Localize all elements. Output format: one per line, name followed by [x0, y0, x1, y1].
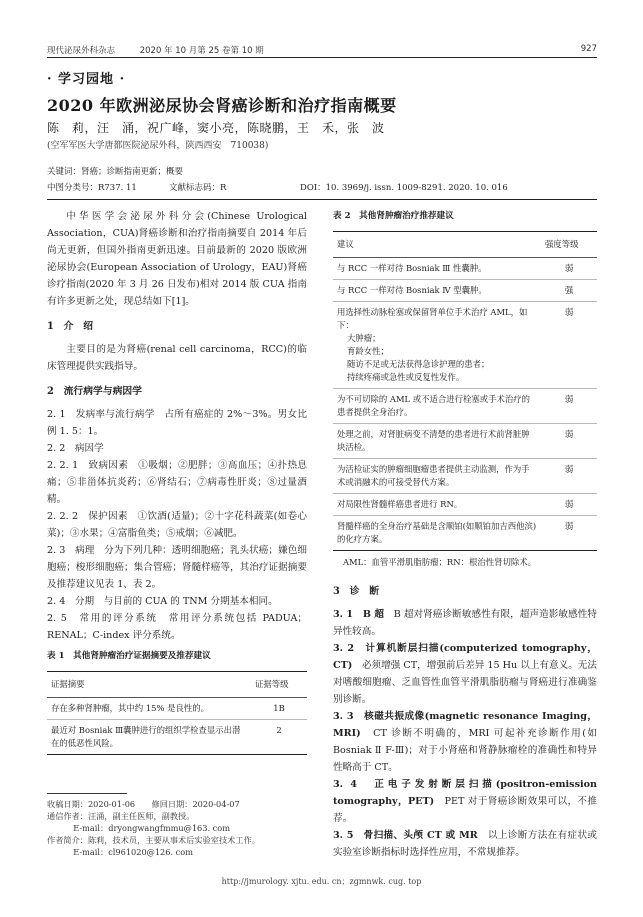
- table-row: [333, 516, 597, 551]
- keywords: 关键词：肾癌；诊断指南更新；概要: [47, 167, 184, 177]
- author-intro: 作者简介：陈莉，技术员，主要从事术后实验室技术工作。: [47, 835, 260, 845]
- recommendation-text: 为不可切除的 AML 或不适合进行栓塞或手术治疗的患者提供全身治疗。: [337, 394, 531, 417]
- journal-name: 现代泌尿外科杂志: [47, 46, 116, 56]
- table-cell: 弱: [541, 258, 597, 280]
- table-cell: [333, 389, 541, 424]
- section-3-4-text: PET 对于肾癌诊断效果可以，不推荐。: [333, 796, 597, 824]
- section-2-5: 2. 5 常用的评分系统 常用评分系统包括 PADUA；RENAL；C-index 评分系统。: [47, 613, 307, 641]
- section-3-3-label: 3. 3 核磁共振成像(magnetic resonance Imaging，MRI): [333, 711, 597, 739]
- section-2-2: 2. 2 病因学: [47, 443, 104, 454]
- table-cell: 弱: [541, 459, 597, 494]
- section-1-text: 主要目的是为肾癌(renal cell carcinoma，RCC)的临床管理提供实践指导。: [47, 344, 307, 372]
- section-2-2-1: 2. 2. 1 致病因素 ①吸烟；②肥胖；③高血压；④扑热息痛；⑤非甾体抗炎药；⑥肾结石；⑦病毒性肝炎；⑧过量酒精。: [47, 460, 307, 505]
- table-cell: [333, 516, 541, 551]
- table-cell: [333, 280, 541, 302]
- section-3-5: [333, 827, 597, 861]
- recommendation-subitem: 大肿瘤；: [347, 333, 381, 343]
- table-cell: 弱: [541, 494, 597, 516]
- table-2-body: [333, 258, 597, 551]
- table-cell: [333, 459, 541, 494]
- table-row: [333, 302, 597, 389]
- table-row: [333, 424, 597, 459]
- table-header-row: [333, 232, 597, 258]
- recommendation-text: 用选择性动脉栓塞或保留肾单位手术治疗 AML，如下：: [337, 307, 528, 330]
- section-3-1: [333, 606, 597, 640]
- section-3-1-text: B 超对肾癌诊断敏感性有限，超声造影敏感性特异性较高。: [333, 609, 598, 637]
- section-2-4: 2. 4 分期 与目前的 CUA 的 TNM 分期基本相同。: [47, 596, 278, 607]
- section-3-4-label: 3. 4 正电子发射断层扫描(positron-emission tomography，PET): [333, 779, 597, 807]
- doi: DOI：10. 3969/j. issn. 1009-8291. 2020. 10. 016: [300, 183, 508, 193]
- issue-info: 2020 年 10 月第 25 卷第 10 期: [139, 46, 264, 56]
- table-cell: 存在多种肾肿瘤，其中约 15% 是良性的。: [47, 698, 251, 720]
- table-row: [333, 389, 597, 424]
- recommendation-text: 肾髓样癌的全身治疗基础是含顺铂(如顺铂加吉西他滨)的化疗方案。: [337, 521, 537, 544]
- table-header-cell: 证据等级: [251, 672, 307, 698]
- section-3-5-label: 3. 5 骨扫描、头颅 CT 或 MR: [333, 830, 478, 841]
- section-tag: · 学习园地 ·: [47, 72, 126, 87]
- footer-url: http://jmurology. xjtu. edu. cn；zgmnwk. cug. top: [221, 877, 422, 886]
- section-3-5-text: 以上诊断方法在有症状或实验室诊断指标时选择性应用，不常规推荐。: [333, 830, 598, 858]
- running-header: [47, 44, 597, 56]
- table-cell: [333, 302, 541, 389]
- section-3-2-text: 必须增强 CT，增强前后差异 15 Hu 以上有意义。无法对嗜酸细胞瘤、乏血管性血管平滑肌脂肪瘤与肾癌进行准确鉴别诊断。: [333, 660, 597, 705]
- table-cell: 1B: [251, 698, 307, 720]
- section-2-2-2: 2. 2. 2 保护因素 ①饮酒(适量)；②十字花科蔬菜(如卷心菜)；③水果；④富脂鱼类；⑤戒烟；⑥减肥。: [47, 511, 307, 539]
- table-2: [333, 231, 597, 551]
- table-2-note: AML：血管平滑肌脂肪瘤；RN：根治性肾切除术。: [343, 557, 536, 567]
- recommendation-text: 与 RCC 一样对待 Bosniak Ⅳ 型囊肿。: [337, 285, 487, 295]
- recommendation-text: 为活检证实的肿瘤细胞瘤患者提供主动监测，作为手术或消融术的可接受替代方案。: [337, 464, 530, 487]
- document-code: 文献标志码：R: [169, 183, 227, 193]
- section-3-3-text: CT 诊断不明确的，MRI 可起补充诊断作用(如 Bosniak Ⅱ F-Ⅲ)；对于小肾癌和肾静脉瘤栓的准确性和特异性略高于 CT。: [333, 728, 598, 773]
- corresponding-email: E-mail：dryongwangfmmu@163. com: [73, 823, 230, 833]
- table-cell: 弱: [541, 389, 597, 424]
- received-dates: 收稿日期：2020-01-06 修回日期：2020-04-07: [47, 799, 240, 809]
- recommendation-text: 对局限性肾髓样癌患者进行 RN。: [337, 499, 463, 509]
- header-rule: [47, 57, 597, 58]
- table-cell: [333, 494, 541, 516]
- intro-paragraph: 中华医学会泌尿外科分会(Chinese Urological Association，CUA)肾癌诊断和治疗指南摘要自 2014 年后尚无更新，但国外指南更新迅速。目前最新的 2020 版欧洲泌尿协会(European Association of Urology，EAU)肾癌诊疗指南(2020 年 3 月 26 日发布)相对 2014 版 CUA 指南有许多更新之处，现总结如下[1]。: [47, 211, 307, 307]
- section-3-4: [333, 776, 597, 827]
- table-row: [47, 720, 307, 755]
- section-3-heading: 3 诊 断: [333, 586, 380, 597]
- table-row: [47, 698, 307, 720]
- table-cell: 弱: [541, 424, 597, 459]
- meta-rule: [47, 199, 597, 200]
- table-cell: 弱: [541, 302, 597, 389]
- table-header-cell: 建议: [333, 232, 541, 258]
- section-3-1-label: 3. 1 B 超: [333, 609, 385, 620]
- section-2-3: 2. 3 病理 分为下列几种：透明细胞癌；乳头状癌；嫌色细胞癌；梭形细胞癌；集合管癌；肾髓样癌等，其治疗证据摘要及推荐建议见表 1、表 2。: [47, 545, 307, 590]
- clc-number: 中图分类号：R737. 11: [47, 183, 137, 193]
- section-3-3: [333, 708, 597, 776]
- recommendation-subitem: 育龄女性；: [347, 346, 389, 356]
- table-row: [333, 459, 597, 494]
- recommendation-text: 处理之前，对肾脏病变不清楚的患者进行术前肾脏肿块活检。: [337, 429, 530, 452]
- right-column: [333, 208, 597, 861]
- footnotes: [47, 798, 307, 858]
- section-2-1: 2. 1 发病率与流行病学 占所有癌症的 2%～3%。男女比例 1. 5：1。: [47, 409, 307, 437]
- article-title: 2020 年欧洲泌尿协会肾癌诊断和治疗指南概要: [47, 96, 397, 115]
- page-number: 927: [580, 44, 597, 54]
- table-header-row: [47, 672, 307, 698]
- table-cell: 强: [541, 280, 597, 302]
- left-column: [47, 208, 307, 755]
- table-cell: 最近对 Bosniak Ⅲ囊肿进行的组织学检查显示出潜在的低恶性风险。: [47, 720, 251, 755]
- table-row: [333, 280, 597, 302]
- recommendation-subitem: 随访不足或无法获得急诊护理的患者；: [347, 359, 490, 369]
- table-header-cell: 强度等级: [541, 232, 597, 258]
- table-1: [47, 671, 307, 755]
- table-2-caption: 表 2 其他肾肿瘤治疗推荐建议: [333, 211, 454, 221]
- table-header-cell: 证据摘要: [47, 672, 251, 698]
- table-1-caption: 表 1 其他肾肿瘤治疗证据摘要及推荐建议: [47, 651, 211, 661]
- table-row: [333, 494, 597, 516]
- corresponding-author: 通信作者：汪涌，副主任医师，副教授。: [47, 811, 195, 821]
- table-cell: 弱: [541, 516, 597, 551]
- author-list: 陈 莉，汪 涌，祝广峰，窦小亮，陈晓鹏，王 禾，张 波: [47, 121, 385, 135]
- recommendation-text: 与 RCC 一样对待 Bosniak Ⅲ 性囊肿。: [337, 263, 487, 273]
- classification-line: [47, 181, 597, 193]
- table-cell: [333, 424, 541, 459]
- section-3-2: [333, 640, 597, 708]
- table-cell: 2: [251, 720, 307, 755]
- table-row: [333, 258, 597, 280]
- section-1-heading: 1 介 绍: [47, 321, 94, 332]
- footnote-rule: [47, 793, 127, 794]
- table-cell: [333, 258, 541, 280]
- author-email: E-mail：cl961020@126. com: [73, 847, 193, 857]
- recommendation-subitem: 持续疼痛或急性或反复性发作。: [347, 372, 465, 382]
- section-3-2-label: 3. 2 计算机断层扫描(computerized tomography，CT): [333, 643, 597, 671]
- section-2-heading: 2 流行病学与病因学: [47, 386, 142, 397]
- affiliation: (空军军医大学唐都医院泌尿外科，陕西西安 710038): [47, 141, 269, 151]
